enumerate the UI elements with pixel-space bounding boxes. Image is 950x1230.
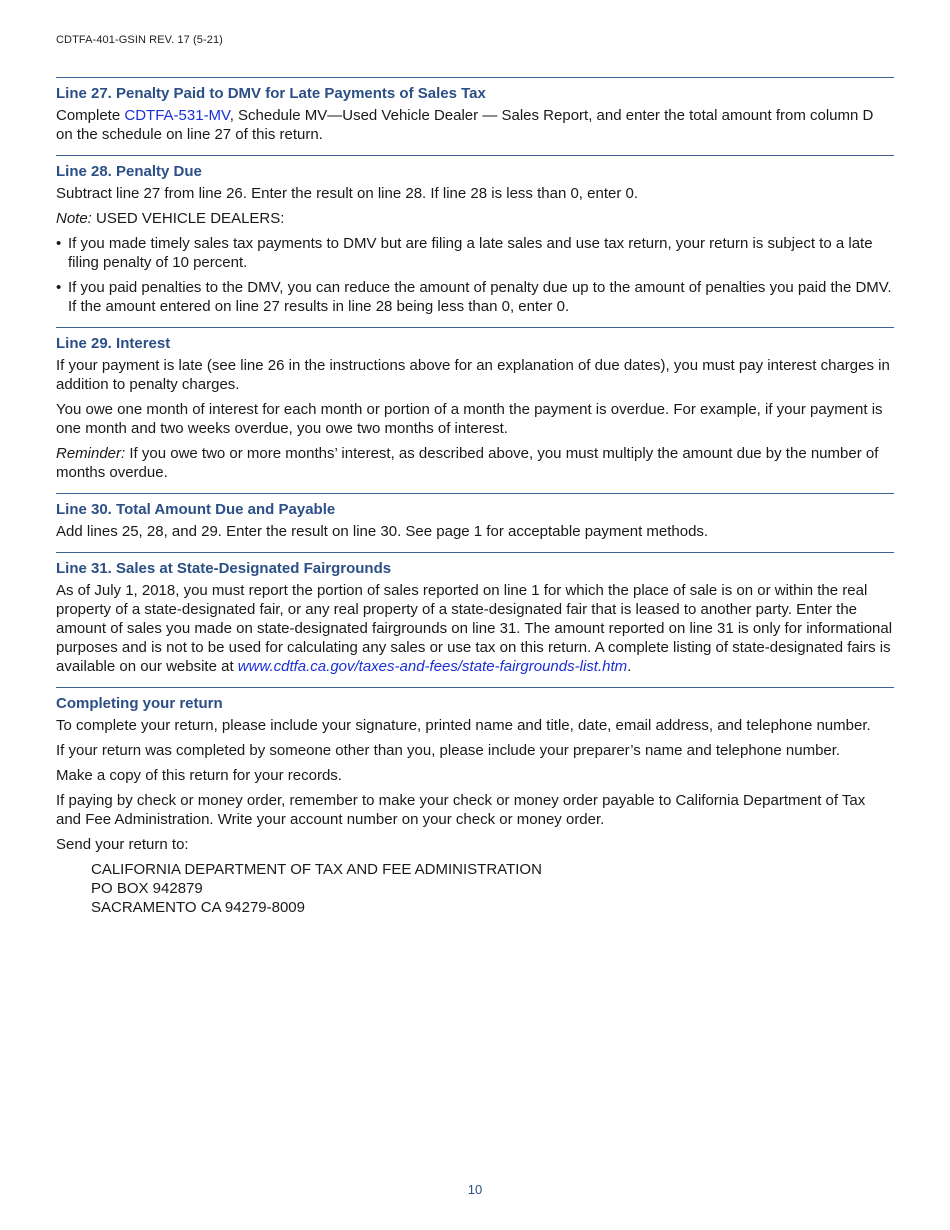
reminder-paragraph — [56, 444, 894, 482]
section-paragraph: You owe one month of interest for each month or portion of a month the payment is overdue. For example, if your payment is one month and two weeks overdue, you owe two months of interest. — [56, 401, 883, 437]
reminder-label: Reminder: — [56, 445, 126, 462]
section-paragraph — [56, 106, 894, 144]
list-item — [56, 278, 894, 316]
section-heading: Line 29. Interest — [56, 335, 171, 352]
section-line-30 — [56, 493, 894, 552]
fairgrounds-list-link[interactable]: www.cdtfa.ca.gov/taxes-and-fees/state-fairgrounds-list.htm — [237, 658, 628, 675]
note-paragraph — [56, 209, 894, 228]
text-segment: , Schedule MV—Used Vehicle Dealer — Sales Report, and enter the total amount from column D on the schedule on line 27 of this return. — [56, 107, 874, 143]
section-paragraph: If your payment is late (see line 26 in the instructions above for an explanation of due dates), you must pay interest charges in addition to penalty charges. — [56, 357, 890, 393]
section-heading: Line 30. Total Amount Due and Payable — [56, 501, 336, 518]
mailing-address — [91, 860, 894, 917]
list-item — [56, 234, 894, 272]
list-item-text: If you paid penalties to the DMV, you can reduce the amount of penalty due up to the amount of penalties you paid the DMV. If the amount entered on line 27 results in line 28 being less than 0, enter 0. — [68, 279, 892, 315]
section-paragraph: Send your return to: — [56, 836, 189, 853]
section-paragraph: Add lines 25, 28, and 29. Enter the result on line 30. See page 1 for acceptable payment methods. — [56, 523, 709, 540]
text-segment: Complete — [56, 107, 125, 124]
section-paragraph: If paying by check or money order, remember to make your check or money order payable to California Department of Tax and Fee Administration. Write your account number on your check or money order. — [56, 792, 866, 828]
section-paragraph: Subtract line 27 from line 26. Enter the result on line 28. If line 28 is less than 0, enter 0. — [56, 185, 638, 202]
bullet-icon: • — [56, 279, 62, 296]
cdtfa-531-mv-link[interactable]: CDTFA-531-MV — [124, 107, 230, 124]
reminder-text: If you owe two or more months’ interest, as described above, you must multiply the amount due by the number of months overdue. — [56, 445, 879, 481]
text-segment: . — [627, 658, 632, 675]
bullet-icon: • — [56, 235, 62, 252]
section-paragraph: To complete your return, please include your signature, printed name and title, date, email address, and telephone number. — [56, 717, 871, 734]
address-line: CALIFORNIA DEPARTMENT OF TAX AND FEE ADMINISTRATION — [91, 861, 542, 878]
section-line-28 — [56, 155, 894, 327]
instructions-content — [56, 77, 894, 922]
section-line-31 — [56, 552, 894, 687]
section-completing-return — [56, 687, 894, 922]
section-heading: Line 27. Penalty Paid to DMV for Late Payments of Sales Tax — [56, 85, 486, 102]
section-heading: Completing your return — [56, 695, 223, 712]
list-item-text: If you made timely sales tax payments to DMV but are filing a late sales and use tax return, your return is subject to a late filing penalty of 10 percent. — [68, 235, 873, 271]
section-paragraph: If your return was completed by someone other than you, please include your preparer’s name and telephone number. — [56, 742, 841, 759]
section-heading: Line 28. Penalty Due — [56, 163, 202, 180]
text-segment: As of July 1, 2018, you must report the portion of sales reported on line 1 for which the place of sale is on or within the real property of a state-designated fair, or any real property of a state-designated fair that is leased to another party. Enter the amount of sales you made on state-designated fairgrounds on line 31. The amount reported on line 31 is only for informational purposes and is not to be used for calculating any sales or use tax on this return. A complete listing of state-designated fairs is available on our website at — [56, 582, 893, 675]
form-identifier: CDTFA-401-GSIN REV. 17 (5-21) — [56, 34, 223, 46]
section-line-29 — [56, 327, 894, 493]
note-label: Note: — [56, 210, 92, 227]
address-line: PO BOX 942879 — [91, 880, 203, 897]
section-heading: Line 31. Sales at State-Designated Fairgrounds — [56, 560, 392, 577]
address-line: SACRAMENTO CA 94279-8009 — [91, 899, 305, 916]
section-line-27 — [56, 77, 894, 155]
page-number: 10 — [467, 1182, 483, 1197]
section-paragraph: Make a copy of this return for your records. — [56, 767, 342, 784]
section-paragraph — [56, 581, 894, 676]
note-text: USED VEHICLE DEALERS: — [91, 210, 285, 227]
